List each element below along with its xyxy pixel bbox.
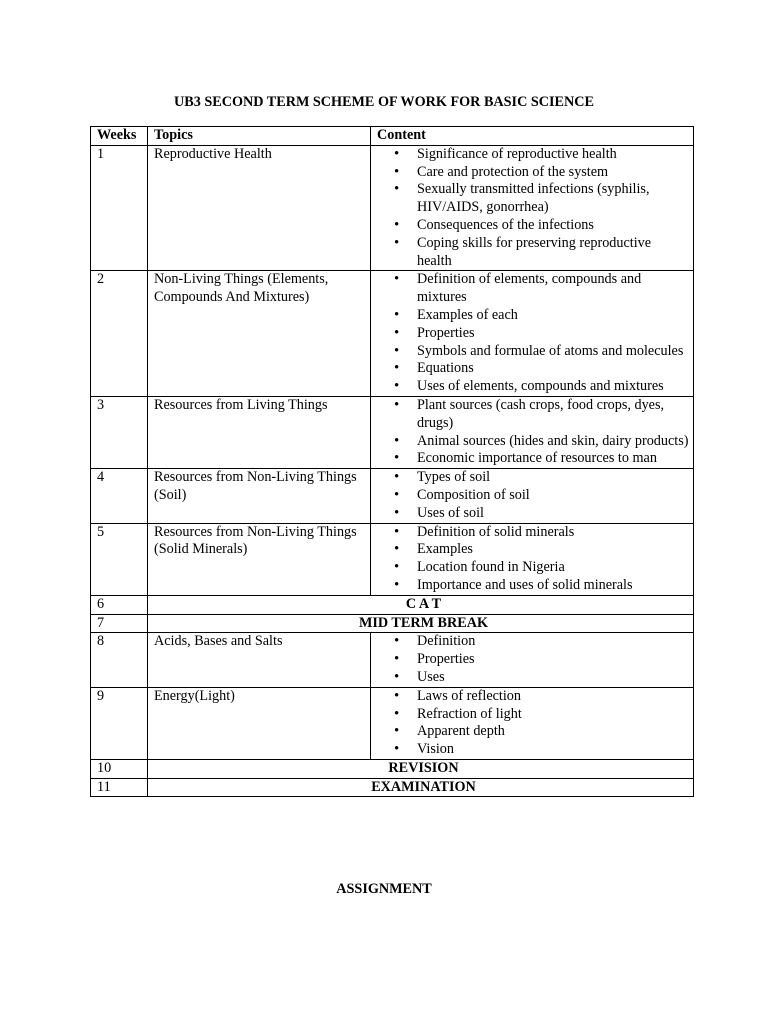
content-bullet-item: • Location found in Nigeria [371, 559, 693, 577]
content-bullet-item: • Definition of elements, compounds and mixtures [371, 271, 693, 307]
content-bullet-item: • Definition [371, 633, 693, 651]
table-row [91, 523, 694, 595]
merged-activity-cell: C A T [148, 595, 694, 614]
content-bullet-item: • Importance and uses of solid minerals [371, 577, 693, 595]
topic-cell: Resources from Non-Living Things (Soil) [148, 469, 371, 523]
content-bullet-item: • Refraction of light [371, 706, 693, 724]
table-row [91, 778, 694, 797]
week-cell: 8 [91, 633, 148, 687]
content-bullet-item: • Economic importance of resources to man [371, 450, 693, 468]
week-cell: 4 [91, 469, 148, 523]
topic-cell: Resources from Living Things [148, 396, 371, 468]
content-cell [371, 469, 694, 523]
content-bullet-item: • Uses [371, 669, 693, 687]
content-bullet-item: • Uses of soil [371, 505, 693, 523]
content-bullet-item: • Types of soil [371, 469, 693, 487]
content-bullet-item: • Definition of solid minerals [371, 524, 693, 542]
table-row [91, 271, 694, 397]
merged-activity-cell: EXAMINATION [148, 778, 694, 797]
content-cell [371, 687, 694, 759]
table-row [91, 469, 694, 523]
content-bullet-list [371, 469, 693, 522]
week-cell: 3 [91, 396, 148, 468]
header-topics: Topics [148, 127, 371, 146]
content-cell [371, 523, 694, 595]
header-weeks: Weeks [91, 127, 148, 146]
table-header-row [91, 127, 694, 146]
table-row [91, 759, 694, 778]
assignment-heading: ASSIGNMENT [336, 881, 432, 897]
week-cell: 7 [91, 614, 148, 633]
content-bullet-item: • Composition of soil [371, 487, 693, 505]
content-bullet-item: • Coping skills for preserving reproductive health [371, 235, 693, 271]
content-bullet-item: • Plant sources (cash crops, food crops, dyes, drugs) [371, 397, 693, 433]
content-bullet-list [371, 397, 693, 468]
table-row [91, 595, 694, 614]
content-bullet-item: • Properties [371, 651, 693, 669]
content-bullet-item: • Care and protection of the system [371, 164, 693, 182]
week-cell: 10 [91, 759, 148, 778]
content-cell [371, 145, 694, 271]
week-cell: 11 [91, 778, 148, 797]
table-row [91, 633, 694, 687]
content-bullet-item: • Uses of elements, compounds and mixtures [371, 378, 693, 396]
content-bullet-list [371, 633, 693, 686]
content-bullet-item: • Examples of each [371, 307, 693, 325]
content-cell [371, 396, 694, 468]
table-body [91, 145, 694, 797]
content-bullet-item: • Significance of reproductive health [371, 146, 693, 164]
content-bullet-item: • Apparent depth [371, 723, 693, 741]
header-content: Content [371, 127, 694, 146]
content-bullet-list [371, 524, 693, 595]
content-bullet-item: • Vision [371, 741, 693, 759]
table-row [91, 145, 694, 271]
content-bullet-list [371, 688, 693, 759]
table-row [91, 614, 694, 633]
week-cell: 2 [91, 271, 148, 397]
content-bullet-item: • Sexually transmitted infections (syphilis, HIV/AIDS, gonorrhea) [371, 181, 693, 217]
week-cell: 9 [91, 687, 148, 759]
week-cell: 5 [91, 523, 148, 595]
topic-cell: Acids, Bases and Salts [148, 633, 371, 687]
page-title: UB3 SECOND TERM SCHEME OF WORK FOR BASIC SCIENCE [174, 94, 594, 110]
content-bullet-item: • Animal sources (hides and skin, dairy products) [371, 433, 693, 451]
week-cell: 1 [91, 145, 148, 271]
table-row [91, 396, 694, 468]
topic-cell: Non-Living Things (Elements, Compounds And Mixtures) [148, 271, 371, 397]
content-bullet-item: • Equations [371, 360, 693, 378]
scheme-of-work-table [90, 126, 694, 797]
topic-cell: Resources from Non-Living Things (Solid Minerals) [148, 523, 371, 595]
merged-activity-cell: MID TERM BREAK [148, 614, 694, 633]
content-cell [371, 633, 694, 687]
table-row [91, 687, 694, 759]
content-bullet-item: • Consequences of the infections [371, 217, 693, 235]
week-cell: 6 [91, 595, 148, 614]
topic-cell: Energy(Light) [148, 687, 371, 759]
content-bullet-item: • Examples [371, 541, 693, 559]
content-bullet-item: • Laws of reflection [371, 688, 693, 706]
merged-activity-cell: REVISION [148, 759, 694, 778]
content-bullet-list [371, 271, 693, 396]
content-cell [371, 271, 694, 397]
content-bullet-item: • Symbols and formulae of atoms and molecules [371, 343, 693, 361]
topic-cell: Reproductive Health [148, 145, 371, 271]
content-bullet-item: • Properties [371, 325, 693, 343]
content-bullet-list [371, 146, 693, 271]
